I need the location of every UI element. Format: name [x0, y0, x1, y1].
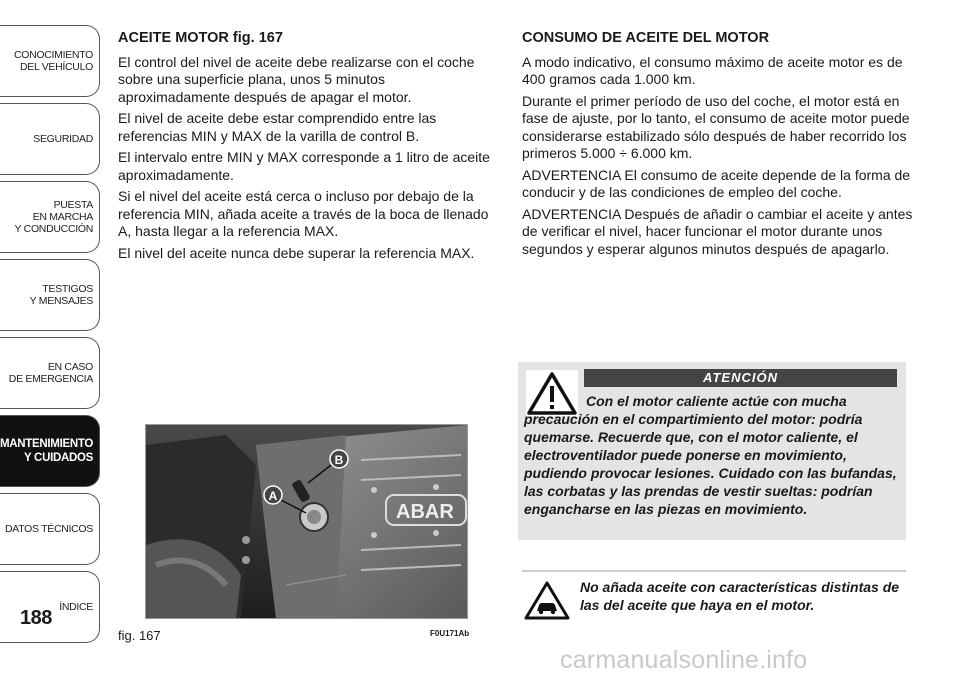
paragraph: El nivel del aceite nunca debe superar la referencia MAX. [118, 244, 475, 261]
left-column [118, 30, 490, 266]
tab-datos-tecnicos[interactable]: DATOS TÉCNICOS [0, 493, 100, 565]
tab-puesta-en-marcha[interactable]: PUESTA EN MARCHA Y CONDUCCIÓN [0, 181, 100, 253]
paragraph: ADVERTENCIA El consumo de aceite depende de la forma de conducir y de las condiciones de empleo del coche. [522, 166, 911, 200]
watermark: carmanualsonline.info [560, 646, 808, 674]
right-column [522, 30, 914, 262]
warning-box [518, 362, 906, 540]
warning-text-content: Con el motor caliente actúe con mucha precaución en el compartimiento del motor: podría quemarse. Recuerde que, con el motor caliente, el electroventilador puede ponerse en movimiento, pudiendo provocar lesiones. Cuidado con las bufandas, las corbatas y las prendas de vestir sueltas: podrían engancharse en las piezas en movimiento. [524, 393, 897, 517]
paragraph: El intervalo entre MIN y MAX corresponde a 1 litro de aceite aproximadamente. [118, 149, 490, 183]
tab-indice[interactable]: ÍNDICE [0, 571, 100, 643]
page-number: 188 [20, 607, 52, 629]
engine-illustration [146, 425, 467, 618]
figure-code: F0U171Ab [430, 629, 470, 638]
paragraph: A modo indicativo, el consumo máximo de aceite motor es de 400 gramos cada 1.000 km. [522, 53, 903, 87]
section-title-consumo: CONSUMO DE ACEITE DEL MOTOR [522, 30, 770, 46]
divider [522, 570, 906, 572]
tab-emergencia[interactable]: EN CASO DE EMERGENCIA [0, 337, 100, 409]
warning-text [524, 392, 902, 518]
paragraph: El nivel de aceite debe estar comprendido entre las referencias MIN y MAX de la varilla de control B. [118, 110, 437, 144]
car-caution-icon [524, 580, 570, 620]
label-a: A [268, 489, 278, 503]
section-title-aceite: ACEITE MOTOR fig. 167 [118, 30, 283, 46]
warning-heading: ATENCIÓN [584, 369, 897, 387]
paragraph: Si el nivel del aceite está cerca o incluso por debajo de la referencia MIN, añada aceite a través de la boca de llenado A, hasta llegar a la referencia MAX. [118, 188, 489, 239]
engine-photo [145, 424, 468, 619]
figure-caption: fig. 167 [118, 628, 161, 643]
tab-conocimiento[interactable]: CONOCIMIENTO DEL VEHÍCULO [0, 25, 100, 97]
paragraph: El control del nivel de aceite debe realizarse con el coche sobre una superficie plana, unos 5 minutos aproximadamente después de apagar el motor. [118, 53, 475, 105]
tab-mantenimiento[interactable]: MANTENIMIENTO Y CUIDADOS [0, 415, 100, 487]
paragraph: Durante el primer período de uso del coche, el motor está en fase de ajuste, por lo tanto, el consumo de aceite motor puede considerarse estabilizado sólo después de haber recorrido los primeros 5.000 ÷ 6.000 km. [522, 92, 910, 161]
tab-testigos[interactable]: TESTIGOS Y MENSAJES [0, 259, 100, 331]
label-b: B [334, 453, 344, 467]
note-text: No añada aceite con características distintas de las del aceite que haya en el motor. [580, 579, 900, 613]
tab-seguridad[interactable]: SEGURIDAD [0, 103, 100, 175]
engine-cover-logo: ABAR [396, 501, 454, 523]
paragraph: ADVERTENCIA Después de añadir o cambiar el aceite y antes de verificar el nivel, hacer funcionar el motor durante unos segundos y esperar algunos minutos después de apagarlo. [522, 205, 913, 257]
